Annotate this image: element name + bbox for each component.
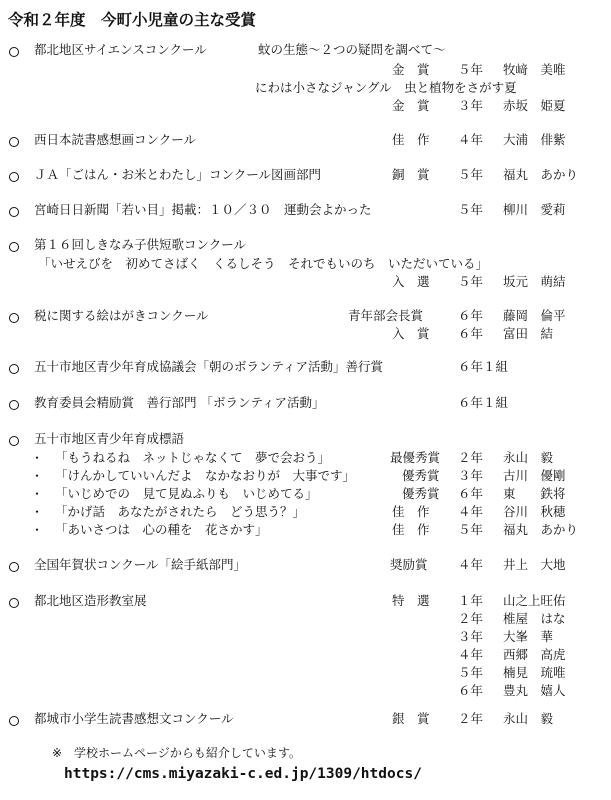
person: 藤岡 倫平 <box>503 308 566 323</box>
section-bullet-icon <box>9 436 19 446</box>
award: 金 賞 <box>392 98 430 113</box>
page-title: 令和２年度 今町小児童の主な受賞 <box>8 11 257 29</box>
award: 佳 作 <box>392 504 430 519</box>
award: 銀 賞 <box>392 711 430 726</box>
section-name: 税に関する絵はがきコンクール <box>34 308 209 323</box>
person: 大峯 華 <box>503 629 554 644</box>
section-name: 都北地区サイエンスコンクール <box>34 42 207 57</box>
row-bullet: ・ <box>31 469 44 483</box>
section-bullet-icon <box>9 172 19 182</box>
person: 永山 毅 <box>503 711 554 726</box>
award: 奨励賞 <box>390 557 428 572</box>
section-bullet-icon <box>9 207 19 217</box>
section-bullet-icon <box>9 47 19 57</box>
section-name: 西日本読書感想画コンクール <box>34 132 197 147</box>
grade: ６年 <box>458 486 484 501</box>
grade: ４年 <box>458 647 484 662</box>
footnote: ※ 学校ホームページからも紹介しています。 <box>52 746 301 760</box>
person: 椎屋 はな <box>503 611 566 626</box>
slogan: 「けんかしていいんだよ なかなおりが 大事です」 <box>55 468 356 483</box>
grade: ６年１組 <box>458 395 509 410</box>
slogan: 「あいさつは 心の種を 花さかす」 <box>55 522 268 537</box>
section-name: 教育委員会精励賞 善行部門 「ボランティア活動」 <box>34 395 325 410</box>
person: 牧﨑 美唯 <box>503 62 566 77</box>
award: 青年部会長賞 <box>348 308 424 323</box>
award: 特 選 <box>392 593 430 608</box>
grade: ６年１組 <box>458 359 509 374</box>
section-bullet-icon <box>9 400 19 410</box>
section-name: 宮崎日日新聞「若い目」掲載：１０／３０ 運動会よかった <box>34 202 372 217</box>
person: 東 鉄将 <box>503 486 566 501</box>
award: 入 選 <box>392 274 430 289</box>
work-title: 蚊の生態～２つの疑問を調べて～ <box>258 42 446 57</box>
grade: ５年 <box>458 665 484 680</box>
grade: ５年 <box>458 522 484 537</box>
grade: ４年 <box>458 504 484 519</box>
person: 坂元 萌結 <box>503 274 566 289</box>
person: 福丸 あかり <box>503 167 579 182</box>
section-bullet-icon <box>9 562 19 572</box>
grade: ２年 <box>458 611 484 626</box>
person: 福丸 あかり <box>503 522 579 537</box>
section-bullet-icon <box>9 242 19 252</box>
grade: ３年 <box>458 98 484 113</box>
person: 谷川 秋穂 <box>503 504 566 519</box>
award: 優秀賞 <box>402 486 440 501</box>
award: 入 賞 <box>392 326 430 341</box>
slogan: 「いじめでの 見て見ぬふりも いじめてる」 <box>55 486 318 501</box>
section-bullet-icon <box>9 364 19 374</box>
grade: １年 <box>458 593 484 608</box>
grade: ２年 <box>458 711 484 726</box>
section-name: 全国年賀状コンクール「絵手紙部門」 <box>34 557 247 572</box>
grade: ５年 <box>458 202 484 217</box>
row-bullet: ・ <box>31 505 44 519</box>
poem: 「いせえびを 初めてさばく くるしそう それでもいのち いただいている」 <box>38 256 489 271</box>
section-bullet-icon <box>9 598 19 608</box>
section-name: ＪＡ「ごはん・お米とわたし」コンクール図画部門 <box>34 167 322 182</box>
grade: ６年 <box>458 326 484 341</box>
section-name: 都城市小学生読書感想文コンクール <box>34 711 234 726</box>
person: 楠見 琉唯 <box>503 665 566 680</box>
grade: ５年 <box>458 62 484 77</box>
section-bullet-icon <box>9 716 19 726</box>
award: 佳 作 <box>392 522 430 537</box>
grade: ３年 <box>458 629 484 644</box>
grade: ５年 <box>458 167 484 182</box>
person: 富田 結 <box>503 326 554 341</box>
row-bullet: ・ <box>31 487 44 501</box>
section-name: 五十市地区青少年育成協議会「朝のボランティア活動」善行賞 <box>34 359 384 374</box>
row-bullet: ・ <box>31 451 44 465</box>
grade: ６年 <box>458 308 484 323</box>
award: 銅 賞 <box>392 167 430 182</box>
work-title: にわは小さなジャングル 虫と植物をさがす夏 <box>255 80 517 95</box>
section-bullet-icon <box>9 313 19 323</box>
section-name: 五十市地区青少年育成標語 <box>34 431 185 446</box>
person: 赤坂 姫夏 <box>503 98 566 113</box>
grade: ２年 <box>458 450 484 465</box>
person: 柳川 愛莉 <box>503 202 566 217</box>
person: 西郷 高虎 <box>503 647 566 662</box>
grade: ４年 <box>458 132 484 147</box>
person: 山之上旺佑 <box>503 593 566 608</box>
person: 古川 優剛 <box>503 468 566 483</box>
grade: ４年 <box>458 557 484 572</box>
award: 佳 作 <box>392 132 430 147</box>
grade: ３年 <box>458 468 484 483</box>
website-url: https://cms.miyazaki-c.ed.jp/1309/htdocs/ <box>64 766 422 782</box>
person: 豊丸 嬉人 <box>503 683 566 698</box>
slogan: 「かげ話 あなたがされたら どう思う？」 <box>55 504 306 519</box>
grade: ５年 <box>458 274 484 289</box>
section-bullet-icon <box>9 137 19 147</box>
person: 永山 毅 <box>503 450 554 465</box>
award: 金 賞 <box>392 62 430 77</box>
section-name: 第１６回しきなみ子供短歌コンクール <box>34 237 247 252</box>
section-name: 都北地区造形教室展 <box>34 593 147 608</box>
award: 最優秀賞 <box>390 450 441 465</box>
person: 井上 大地 <box>503 557 566 572</box>
person: 大浦 俳紫 <box>503 132 566 147</box>
award: 優秀賞 <box>402 468 440 483</box>
slogan: 「もうねるね ネットじゃなくて 夢で会おう」 <box>55 450 331 465</box>
grade: ６年 <box>458 683 484 698</box>
row-bullet: ・ <box>31 523 44 537</box>
